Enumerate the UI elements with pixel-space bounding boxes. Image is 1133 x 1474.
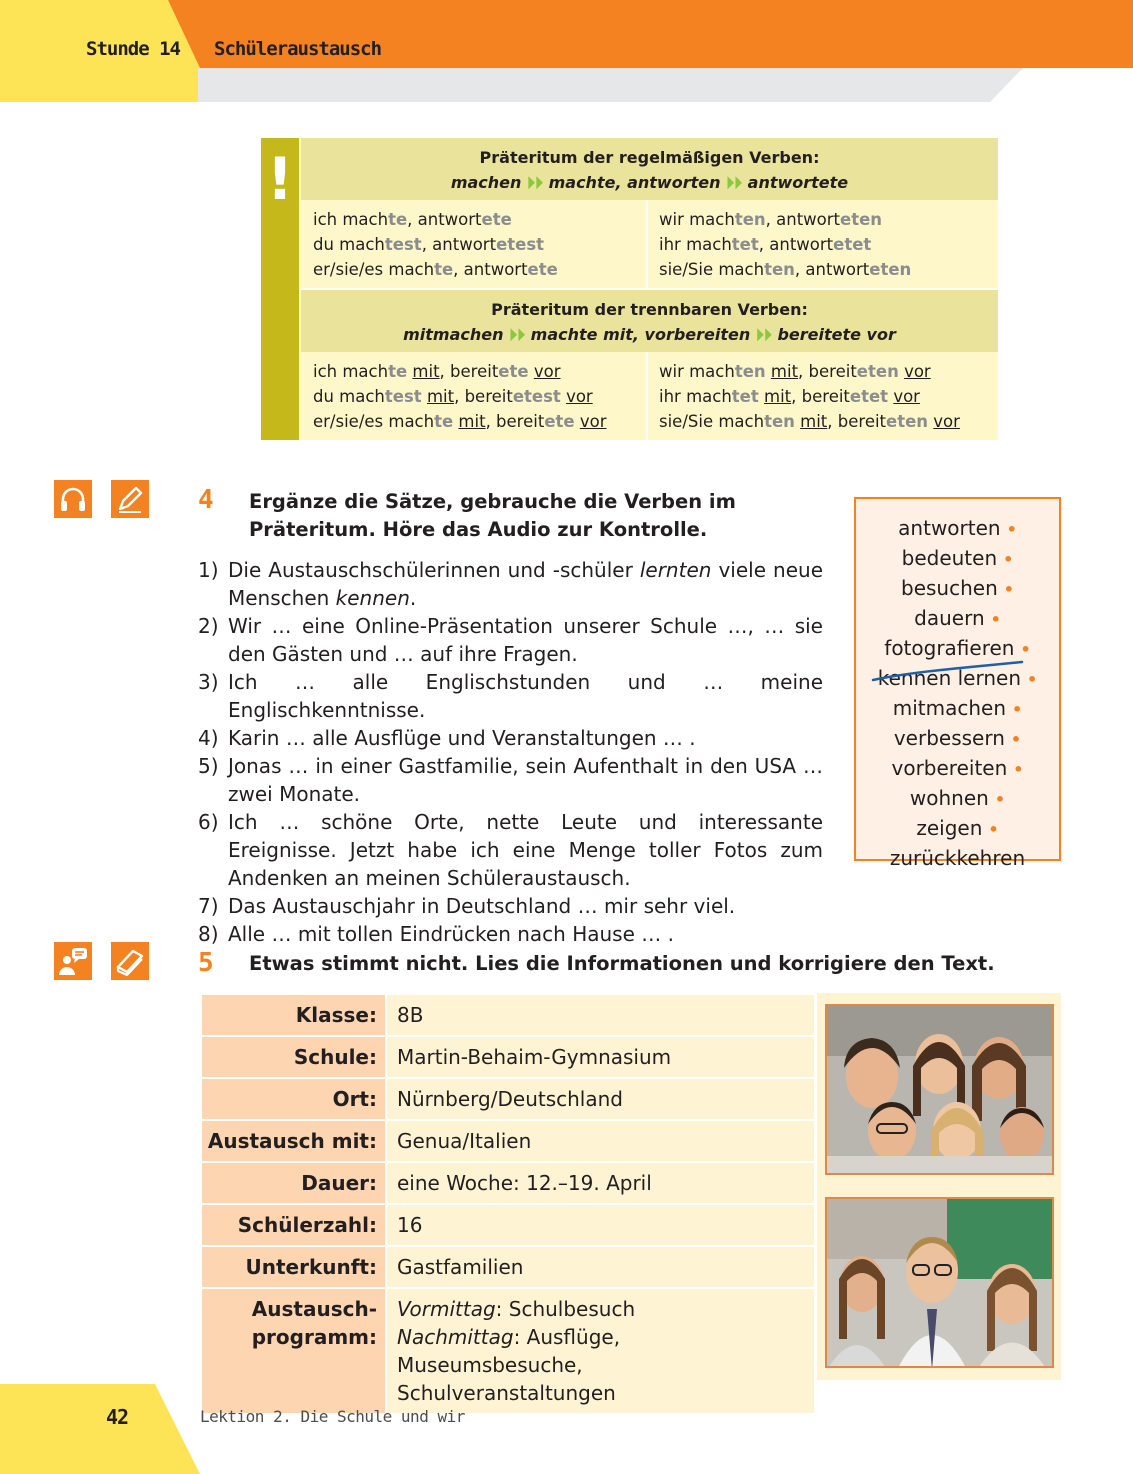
conj-line: er/sie/es machte mit, bereitete vor (313, 412, 607, 431)
grammar-title-regular: Präteritum der regelmäßigen Verben: (479, 148, 820, 167)
word-item: besuchen • (901, 576, 1014, 600)
word-item: vorbereiten • (891, 756, 1024, 780)
table-row: Dauer: eine Woche: 12.–19. April (201, 1162, 815, 1204)
grammar-example-separable (301, 322, 998, 347)
grammar-title-separable: Präteritum der trennbaren Verben: (491, 300, 808, 319)
word-item: verbessern • (893, 726, 1022, 750)
word-item: zeigen • (916, 816, 999, 840)
conj-line: ihr machtet, antwortetet (659, 235, 872, 254)
conj-line: ich machte mit, bereitete vor (313, 362, 561, 381)
conj-line: du machtest mit, bereitetest vor (313, 387, 593, 406)
table-row: Austausch- programm: Vormittag: Schulbesuch Nachmittag: Ausflüge, Museumsbesuche, Schulveranstaltungen (201, 1288, 815, 1414)
list-item: 8) Alle … mit tollen Eindrücken nach Hause … . (198, 922, 674, 946)
students-selfie-photo (825, 1004, 1054, 1175)
photo-column (817, 993, 1061, 1380)
speech-icon (54, 942, 92, 980)
task-title: Etwas stimmt nicht. Lies die Informationen und korrigiere den Text. (249, 952, 995, 975)
sentence-list (198, 556, 823, 948)
page-number: 42 (106, 1405, 129, 1429)
table-row: Austausch mit: Genua/Italien (201, 1120, 815, 1162)
lesson-title: Schüleraustausch (214, 38, 382, 60)
conj-line: du machtest, antwortetest (313, 235, 545, 254)
grid-line (301, 288, 998, 290)
double-arrow-icon: ⏵⏵ (527, 173, 544, 192)
conj-line: sie/Sie machten, antworteten (659, 260, 912, 279)
strikethrough-mark (870, 650, 1030, 690)
separable-plural-forms (647, 352, 998, 440)
task-number: 5 (198, 948, 214, 978)
example-preterite: machte, antworten (548, 173, 721, 192)
conj-line: wir machten mit, bereiteten vor (659, 362, 931, 381)
conj-line: ich machte, antwortete (313, 210, 512, 229)
handwritten-answer: lernten (639, 558, 712, 582)
conj-line: er/sie/es machte, antwortete (313, 260, 558, 279)
list-item: 4) Karin … alle Ausflüge und Veranstaltungen … . (198, 726, 696, 750)
list-item: 1) Die Austauschschülerinnen und -schüler lernten viele neue Menschen kennen. (198, 558, 823, 610)
table-row: Klasse: 8B (201, 994, 815, 1036)
task-number: 4 (198, 485, 214, 515)
double-arrow-icon: ⏵⏵ (755, 325, 772, 344)
regular-plural-forms (647, 200, 998, 288)
handwritten-answer: kennen (335, 586, 410, 610)
word-item: antworten • (898, 516, 1017, 540)
word-item: bedeuten • (901, 546, 1014, 570)
example-preterite-2: antwortete (747, 173, 849, 192)
pencil-icon (111, 480, 149, 518)
list-item: 5) Jonas … in einer Gastfamilie, sein Aufenthalt in den USA … zwei Monate. (198, 754, 823, 806)
header-gray-band (198, 68, 1023, 102)
word-item: zurückkehren (889, 846, 1026, 870)
example-preterite: machte mit, vorbereiten (530, 325, 751, 344)
list-item: 3) Ich … alle Englischstunden und … meine Englischkenntnisse. (198, 670, 823, 722)
exclamation-icon: ! (266, 145, 294, 213)
info-table (200, 993, 816, 1415)
task-title: Ergänze die Sätze, gebrauche die Verben im Präteritum. Höre das Audio zur Kontrolle. (249, 490, 736, 541)
students-classroom-photo (825, 1197, 1054, 1368)
book-icon (111, 942, 149, 980)
word-item: kennen lernen • (877, 666, 1038, 690)
regular-singular-forms (301, 200, 646, 288)
list-item: 7) Das Austauschjahr in Deutschland … mir sehr viel. (198, 894, 736, 918)
list-item: 6) Ich … schöne Orte, nette Leute und interessante Ereignisse. Jetzt habe ich eine Menge toller Fotos zum Andenken an meinen Schüleraustausch. (198, 810, 823, 890)
grid-line (646, 200, 648, 288)
list-item: 2) Wir … eine Online-Präsentation unserer Schule …, … sie den Gästen und … auf ihre Fragen. (198, 614, 823, 666)
grammar-box (261, 138, 998, 440)
table-row: Unterkunft: Gastfamilien (201, 1246, 815, 1288)
footer-yellow-band (0, 1384, 200, 1474)
conj-line: sie/Sie machten mit, bereiteten vor (659, 412, 960, 431)
example-infinitive: machen (450, 173, 522, 192)
word-item: wohnen • (909, 786, 1006, 810)
table-row: Schule: Martin-Behaim-Gymnasium (201, 1036, 815, 1078)
grammar-heading-regular (301, 138, 998, 200)
word-item: fotografieren • (884, 636, 1031, 660)
example-infinitive: mitmachen (403, 325, 504, 344)
word-item: dauern • (914, 606, 1001, 630)
table-row: Ort: Nürnberg/Deutschland (201, 1078, 815, 1120)
grammar-example-regular (301, 170, 998, 195)
separable-singular-forms (301, 352, 646, 440)
conj-line: ihr machtet mit, bereitetet vor (659, 387, 920, 406)
lesson-number: Stunde 14 (86, 38, 180, 60)
headphones-icon (54, 480, 92, 518)
grammar-heading-separable (301, 290, 998, 352)
double-arrow-icon: ⏵⏵ (509, 325, 526, 344)
double-arrow-icon: ⏵⏵ (726, 173, 743, 192)
footer-title: Lektion 2. Die Schule und wir (200, 1407, 465, 1426)
conj-line: wir machten, antworteten (659, 210, 883, 229)
table-row: Schülerzahl: 16 (201, 1204, 815, 1246)
example-preterite-2: bereitete vor (777, 325, 896, 344)
grid-line (646, 352, 648, 440)
word-item: mitmachen • (892, 696, 1023, 720)
